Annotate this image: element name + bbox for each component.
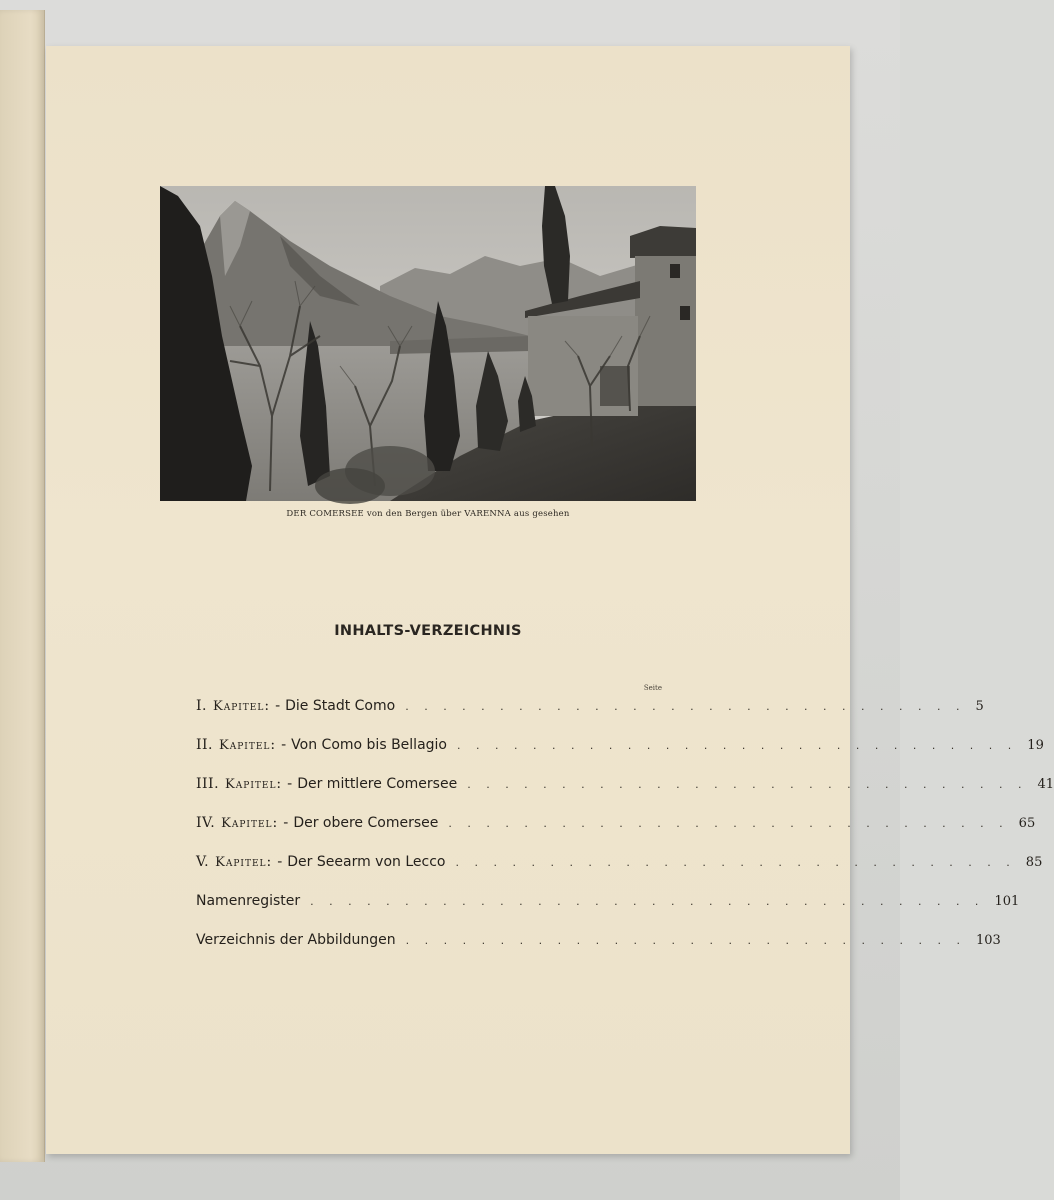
index-title: Namenregister [196, 893, 301, 909]
dot-leader: . . . . . . . . . . . . . . . . . . . . . . . . . . . . . . [467, 778, 1028, 791]
page-number: 19 [1027, 738, 1044, 753]
photo-illustration [160, 186, 696, 501]
dot-leader: . . . . . . . . . . . . . . . . . . . . . . . . . . . . . . [456, 739, 1018, 752]
dot-leader: . . . . . . . . . . . . . . . . . . . . . . . . . . . . . . [448, 817, 1009, 830]
page-number: 41 [1037, 777, 1054, 792]
chapter-title: Der obere Comersee [293, 815, 439, 831]
dot-leader: . . . . . . . . . . . . . . . . . . . . . . . . . . . . . . [455, 856, 1016, 869]
chapter-numeral: III. [196, 776, 220, 792]
photo-caption: DER COMERSEE von den Bergen über VARENNA aus gesehen [286, 509, 570, 519]
chapter-label: Kapitel [212, 699, 265, 714]
chapter-label: Kapitel [219, 738, 271, 753]
chapter-title: Der Seearm von Lecco [287, 854, 446, 870]
illustrations-index-title: Verzeichnis der Abbildungen [196, 932, 396, 948]
page-column-label: Seite [643, 684, 662, 692]
chapter-numeral: II. [196, 737, 214, 753]
page-number: 85 [1025, 855, 1043, 870]
dot-leader: . . . . . . . . . . . . . . . . . . . . . . . . . . . . . . [405, 700, 966, 713]
toc-row-chapter-3: III. Kapitel : - Der mittlere Comersee . . . . . . . . . . . . . . . . . . . . . . . . . . . . . . 41 [196, 776, 1054, 792]
toc-title: INHALTS-VERZEICHNIS [334, 623, 522, 639]
chapter-numeral: I. [196, 698, 207, 714]
chapter-title: Der mittlere Comersee [297, 776, 458, 792]
page-number: 101 [994, 894, 1020, 909]
chapter-label: Kapitel [225, 777, 277, 792]
page-number: 65 [1018, 816, 1036, 831]
dot-leader: . . . . . . . . . . . . . . . . . . . . . . . . . . . . . . . . . . . . [310, 895, 985, 908]
chapter-numeral: V. [196, 854, 210, 870]
chapter-label: Kapitel [221, 816, 273, 831]
lake-como-photograph [160, 186, 696, 501]
left-page-edge [0, 10, 45, 1162]
toc-row-illustrations-index [196, 932, 1001, 954]
chapter-numeral: IV. [196, 815, 216, 831]
dot-leader: . . . . . . . . . . . . . . . . . . . . . . . . . . . . . . [405, 934, 966, 947]
chapter-label: Kapitel [215, 855, 267, 870]
chapter-title: Von Como bis Bellagio [291, 737, 447, 753]
book-page [46, 46, 1054, 1154]
toc-row-name-index [196, 893, 1020, 915]
toc-row-chapter-1: I. Kapitel : - Die Stadt Como . . . . . . . . . . . . . . . . . . . . . . . . . . . . . . 5 [196, 698, 984, 714]
page-number: 103 [975, 933, 1001, 948]
chapter-title: Die Stadt Como [285, 698, 396, 714]
page-number: 5 [975, 699, 984, 714]
toc-row-chapter-4: IV. Kapitel : - Der obere Comersee . . . . . . . . . . . . . . . . . . . . . . . . . . . . . . 65 [196, 815, 1036, 831]
toc-row-chapter-2: II. Kapitel : - Von Como bis Bellagio . . . . . . . . . . . . . . . . . . . . . . . . . . . . . . 19 [196, 737, 1044, 753]
toc-row-chapter-5: V. Kapitel : - Der Seearm von Lecco . . . . . . . . . . . . . . . . . . . . . . . . . . . . . . 85 [196, 854, 1043, 870]
